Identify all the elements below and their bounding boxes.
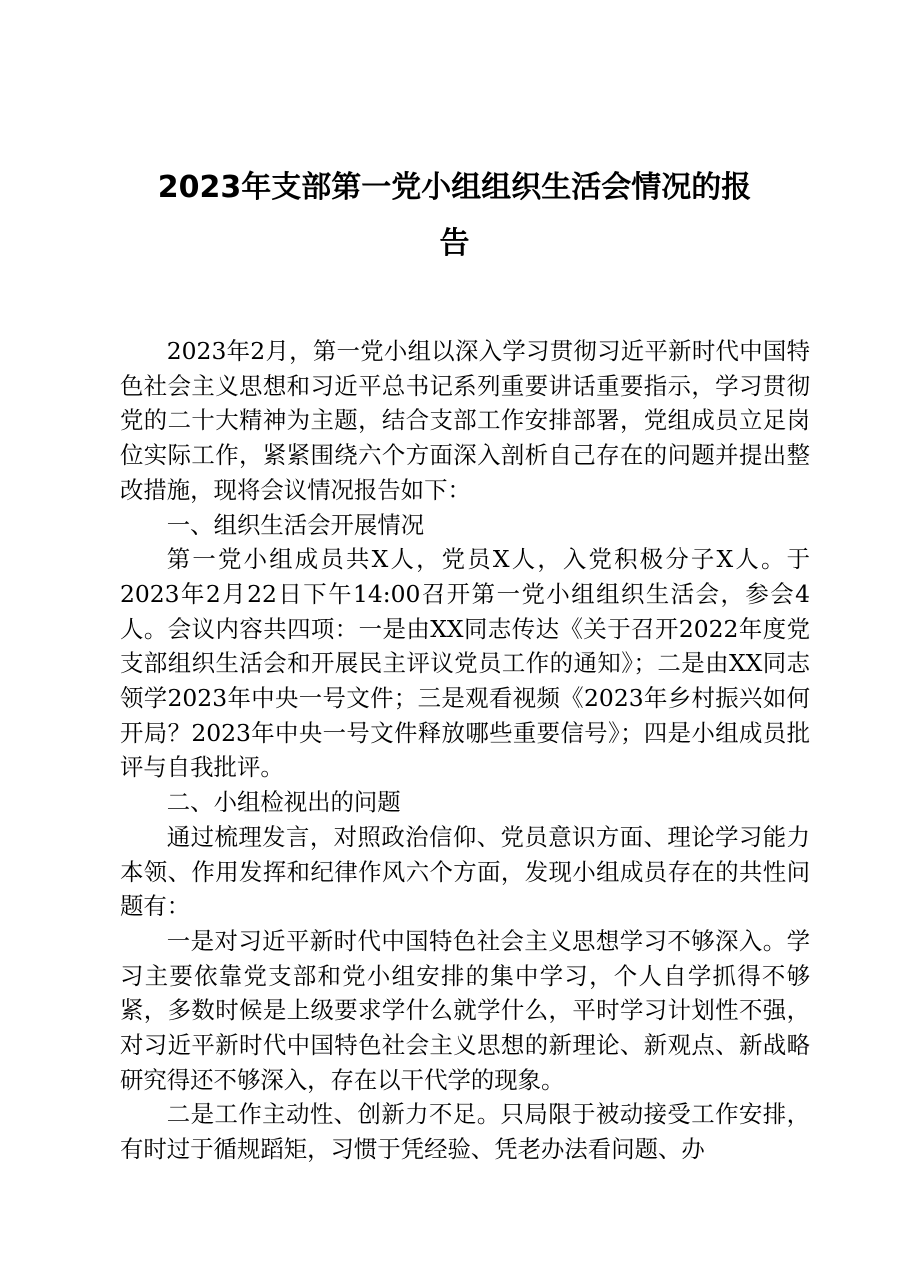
title-line-2: 告 xyxy=(439,226,470,261)
section-heading-1: 一、组织生活会开展情况 xyxy=(166,510,425,539)
paragraph-intro: 2023年2月，第一党小组以深入学习贯彻习近平新时代中国特色社会主义思想和习近平总书记系列重要讲话重要指示，学习贯彻党的二十大精神为主题，结合支部工作安排部署，党组成员立足岗位实际工作，紧紧围绕六个方面深入剖析自己存在的问题并提出整改措施，现将会议情况报告如下： xyxy=(120,337,810,504)
document-body xyxy=(120,334,810,1167)
paragraph-meeting-details: 第一党小组成员共X人，党员X人，入党积极分子X人。于2023年2月22日下午14:00召开第一党小组组织生活会，参会4人。会议内容共四项：一是由XX同志传达《关于召开2022年度党支部组织生活会和开展民主评议党员工作的通知》；二是由XX同志领学2023年中央一号文件；三是观看视频《2023年乡村振兴如何开局？2023年中央一号文件释放哪些重要信号》；四是小组成员批评与自我批评。 xyxy=(120,545,810,782)
paragraph-problem-2: 二是工作主动性、创新力不足。只局限于被动接受工作安排，有时过于循规蹈矩，习惯于凭经验、凭老办法看问题、办 xyxy=(120,1100,810,1164)
title-line-1: 2023年支部第一党小组组织生活会情况的报 xyxy=(157,170,752,205)
paragraph-problems-intro: 通过梳理发言，对照政治信仰、党员意识方面、理论学习能力本领、作用发挥和纪律作风六个方面，发现小组成员存在的共性问题有： xyxy=(120,822,810,921)
document-title xyxy=(100,160,809,272)
section-heading-2: 二、小组检视出的问题 xyxy=(166,788,401,817)
paragraph-problem-1: 一是对习近平新时代中国特色社会主义思想学习不够深入。学习主要依靠党支部和党小组安排的集中学习，个人自学抓得不够紧，多数时候是上级要求学什么就学什么，平时学习计划性不强，对习近平新时代中国特色社会主义思想的新理论、新观点、新战略研究得还不够深入，存在以干代学的现象。 xyxy=(120,926,810,1094)
